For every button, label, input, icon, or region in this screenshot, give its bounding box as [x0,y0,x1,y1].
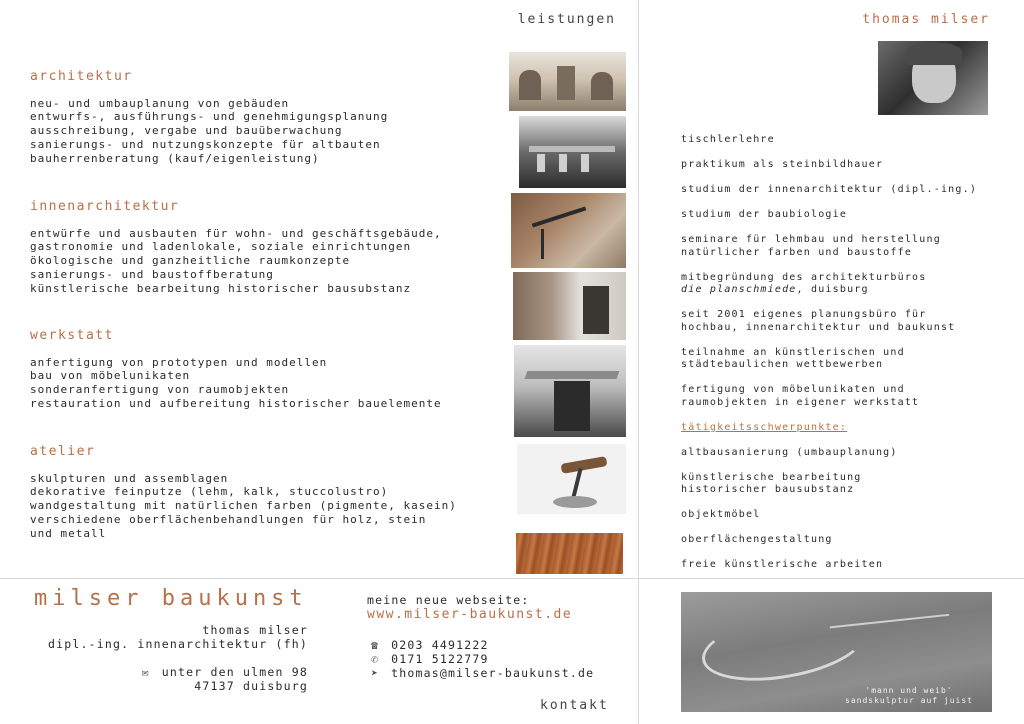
cv-item-line: mitbegründung des architekturbüros [681,271,927,283]
street-text: unter den ulmen 98 [161,665,308,679]
focus-item: altbausanierung (umbauplanung) [681,446,898,458]
section-atelier [30,445,457,540]
address-city: 47137 duisburg [194,679,308,693]
section-line: bau von möbelunikaten [30,369,191,383]
section-line: bauherrenberatung (kauf/eigenleistung) [30,151,320,165]
cv-item-line: teilnahme an künstlerischen und [681,346,905,358]
focus-item: freie künstlerische arbeiten [681,559,884,570]
envelope-icon: ✉ [141,665,150,679]
building-photo [509,52,626,111]
vertical-divider [638,0,639,724]
mobile-number: 0171 5122779 [391,652,489,666]
services-header: leistungen [517,12,616,27]
section-line: ökologische und ganzheitliche raumkonzepte [30,254,351,268]
cv-item [681,384,1011,409]
owner-name: thomas milser [202,623,308,637]
focus-item-line: historischer bausubstanz [681,484,855,495]
cv-item-line: städtebaulichen wettbewerben [681,359,884,370]
focus-item: objektmöbel [681,509,761,520]
cv-item-line: raumobjekten in eigener werkstatt [681,396,920,408]
mobile-phone-icon: ✆ [370,652,380,666]
cv-item-line: seminare für lehmbau und herstellung [681,234,941,245]
section-line: restauration und aufbereitung historischer bauelemente [30,396,442,410]
section-line: und metall [30,526,107,540]
cv-item: studium der innenarchitektur (dipl.-ing.) [681,184,978,195]
cv-item [681,234,1011,259]
cv-item [681,309,1011,334]
caption-title: 'mann und weib' [865,686,953,695]
section-line: entwürfe und ausbauten für wohn- und geschäftsgebäude, [30,226,442,240]
firm-city: , duisburg [796,284,869,295]
section-title: architektur [30,69,133,84]
renovation-photo [513,272,626,340]
cv-item-line: hochbau, innenarchitektur und baukunst [681,321,956,333]
focus-item: oberflächengestaltung [681,534,833,545]
owner-title: dipl.-ing. innenarchitektur (fh) [48,637,308,651]
focus-heading: tätigkeitsschwerpunkte: [681,421,848,433]
caption-subtitle: sandskulptur auf juist [845,696,973,705]
section-title: werkstatt [30,328,114,343]
web-label: meine neue webseite: [367,593,530,607]
brand-name: milser baukunst [34,586,308,611]
section-innenarchitektur [30,200,442,295]
sand-sculpture-photo [681,592,992,712]
cv-item [681,272,1011,297]
telephone-icon: ☎ [370,638,380,652]
section-architektur [30,70,388,165]
cv-item: tischlerlehre [681,134,775,145]
section-werkstatt [30,329,442,411]
person-header: thomas milser [862,12,990,27]
section-title: atelier [30,444,96,459]
address-street [138,665,308,679]
section-line: wandgestaltung mit natürlichen farben (pigmente, kasein) [30,499,457,513]
section-line: sanierungs- und baustoffberatung [30,267,274,281]
photo-caption [839,686,979,706]
cv-item-line: fertigung von möbelunikaten und [681,384,905,395]
section-line: dekorative feinputze (lehm, kalk, stuccolustro) [30,485,389,499]
section-line: entwurfs-, ausführungs- und genehmigungsplanung [30,110,389,124]
section-line: anfertigung von prototypen und modellen [30,355,328,369]
cv-list [681,134,1011,584]
mobile-row [367,652,489,667]
section-line: skulpturen und assemblagen [30,471,229,485]
email-row [367,666,594,681]
email-link[interactable]: thomas@milser-baukunst.de [391,666,595,680]
section-title: innenarchitektur [30,199,180,214]
kontakt-label: kontakt [540,698,609,713]
section-line: ausschreibung, vergabe und bauüberwachung [30,124,343,138]
cv-item: studium der baubiologie [681,209,848,220]
wood-sample-photo [516,533,623,574]
focus-item-line: künstlerische bearbeitung [681,471,862,483]
phone-number: 0203 4491222 [391,638,489,652]
cv-item-line [681,284,1011,297]
interior-photo [519,116,626,188]
section-line: sonderanfertigung von raumobjekten [30,383,290,397]
portrait-photo [878,41,988,115]
cv-item-line: seit 2001 eigenes planungsbüro für [681,309,927,320]
website-link[interactable]: www.milser-baukunst.de [367,607,573,622]
mouse-icon: ➤ [370,666,380,680]
cv-item-line: natürlicher farben und baustoffe [681,246,913,258]
section-line: neu- und umbauplanung von gebäuden [30,96,290,110]
sculpture-chair-photo [517,444,626,514]
glass-table-photo [514,345,626,437]
cv-item [681,347,1011,372]
focus-item [681,472,1011,497]
firm-name: die planschmiede [681,284,797,295]
section-line: verschiedene oberflächenbehandlungen für holz, stein [30,512,427,526]
section-line: sanierungs- und nutzungskonzepte für altbauten [30,137,381,151]
section-line: gastronomie und ladenlokale, soziale einrichtungen [30,240,412,254]
lamp-detail-photo [511,193,626,268]
cv-item: praktikum als steinbildhauer [681,159,884,170]
section-line: künstlerische bearbeitung historischer bausubstanz [30,281,412,295]
phone-row [367,638,489,653]
